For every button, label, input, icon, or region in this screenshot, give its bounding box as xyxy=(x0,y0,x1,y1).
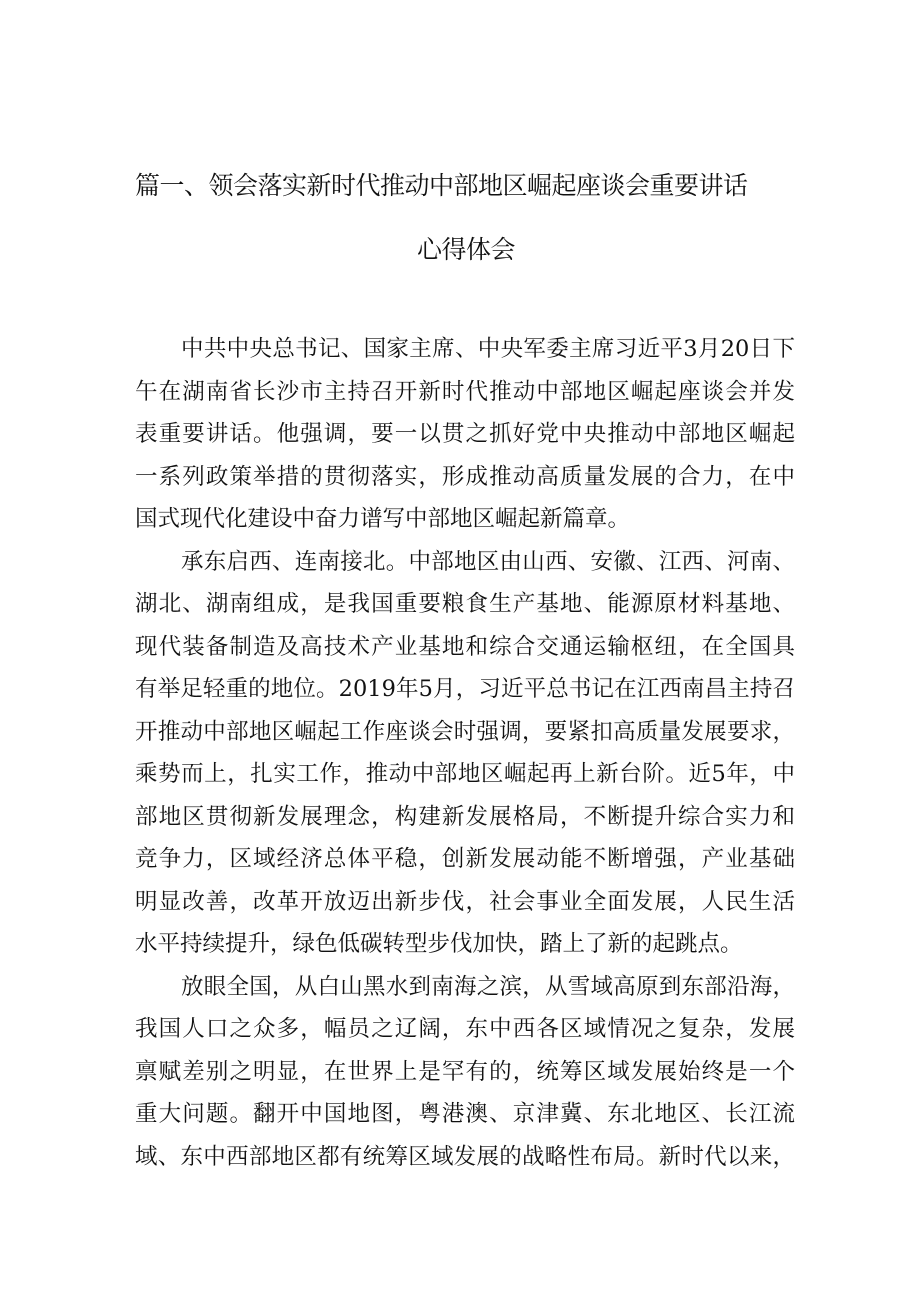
paragraph-2-line-5: 开推动中部地区崛起工作座谈会时强调，要紧扣高质量发展要求， xyxy=(135,718,795,745)
paragraph-2-line-4: 有举足轻重的地位。2019年5月，习近平总书记在江西南昌主持召 xyxy=(135,676,795,702)
paragraph-1-line-5: 国式现代化建设中奋力谱写中部地区崛起新篇章。 xyxy=(135,506,631,532)
paragraph-3-line-4: 重大问题。翻开中国地图，粤港澳、京津冀、东北地区、长江流 xyxy=(135,1101,795,1127)
paragraph-2-line-7: 部地区贯彻新发展理念，构建新发展格局，不断提升综合实力和 xyxy=(135,803,795,830)
document-title-line-1: 篇一、领会落实新时代推动中部地区崛起座谈会重要讲话 xyxy=(135,171,748,200)
paragraph-1-line-3: 表重要讲话。他强调，要一以贯之抓好党中央推动中部地区崛起 xyxy=(135,421,795,447)
paragraph-1-line-1: 中共中央总书记、国家主席、中央军委主席习近平3月20日下 xyxy=(181,336,795,362)
paragraph-3-line-3: 禀赋差别之明显，在世界上是罕有的，统筹区域发展始终是一个 xyxy=(135,1058,795,1085)
paragraph-1-line-2: 午在湖南省长沙市主持召开新时代推动中部地区崛起座谈会并发 xyxy=(135,378,795,405)
paragraph-2-line-6: 乘势而上，扎实工作，推动中部地区崛起再上新台阶。近5年，中 xyxy=(135,761,795,787)
paragraph-3-line-5: 域、东中西部地区都有统筹区域发展的战略性布局。新时代以来， xyxy=(135,1143,795,1170)
document-body xyxy=(135,328,795,1178)
paragraph-2-line-9: 明显改善，改革开放迈出新步伐，社会事业全面发展，人民生活 xyxy=(135,888,795,915)
paragraph-2-line-10: 水平持续提升，绿色低碳转型步伐加快，踏上了新的起跳点。 xyxy=(135,931,743,957)
paragraph-3-line-2: 我国人口之众多，幅员之辽阔，东中西各区域情况之复杂，发展 xyxy=(135,1016,795,1042)
document-title-line-2: 心得体会 xyxy=(417,235,516,264)
paragraph-1-line-4: 一系列政策举措的贯彻落实，形成推动高质量发展的合力，在中 xyxy=(135,463,795,490)
paragraph-2-line-3: 现代装备制造及高技术产业基地和综合交通运输枢纽，在全国具 xyxy=(135,633,795,660)
paragraph-3-line-1: 放眼全国，从白山黑水到南海之滨，从雪域高原到东部沿海， xyxy=(181,973,795,1000)
paragraph-2-line-1: 承东启西、连南接北。中部地区由山西、安徽、江西、河南、 xyxy=(181,548,795,575)
paragraph-2-line-8: 竞争力，区域经济总体平稳，创新发展动能不断增强，产业基础 xyxy=(135,846,795,872)
paragraph-2-line-2: 湖北、湖南组成，是我国重要粮食生产基地、能源原材料基地、 xyxy=(135,591,795,617)
